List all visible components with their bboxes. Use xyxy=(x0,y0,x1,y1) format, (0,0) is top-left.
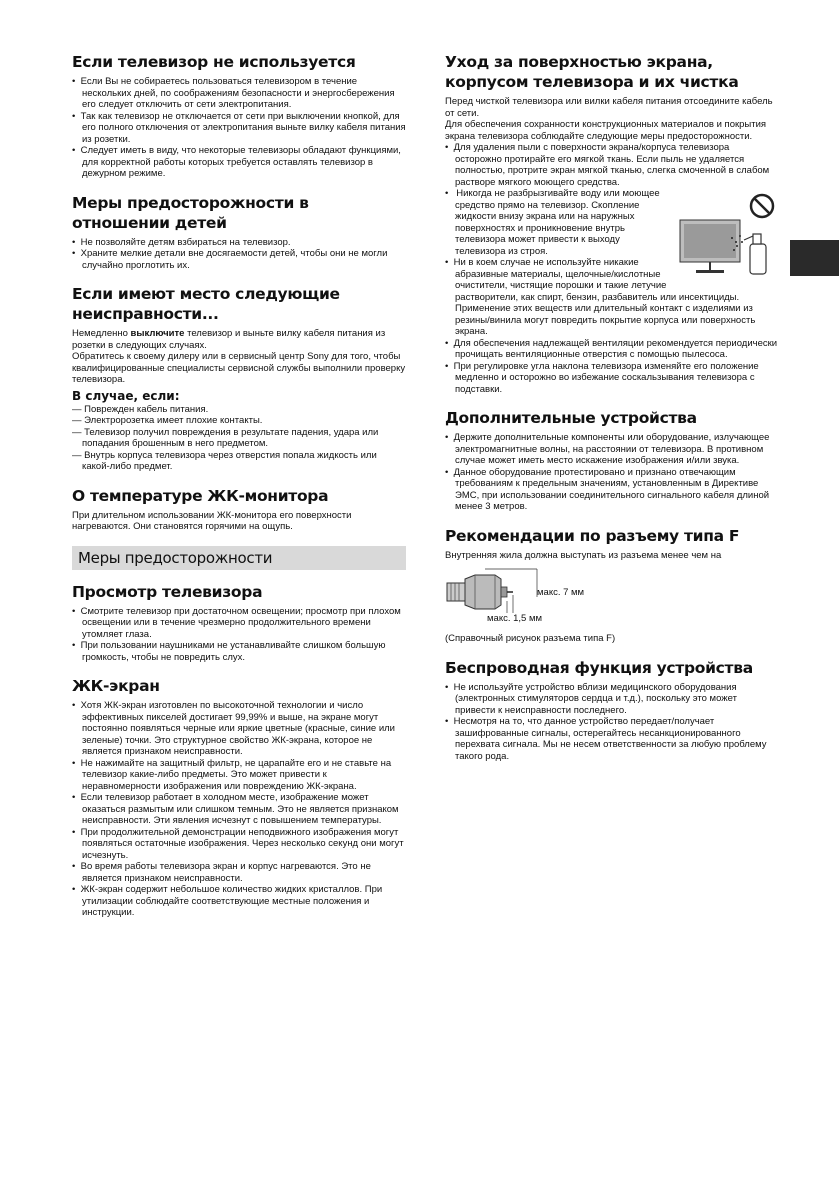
section-wireless xyxy=(445,658,778,763)
section-title: Просмотр телевизора xyxy=(72,582,263,601)
section-children xyxy=(72,193,406,272)
section-title: Если имеют место следующие неисправности... xyxy=(72,285,340,323)
bullet-list xyxy=(72,606,406,664)
list-item: • При пользовании наушниками не устанавливайте слишком большую громкость, чтобы не повредить слух. xyxy=(72,640,406,663)
no-spray-illustration xyxy=(674,190,778,282)
list-item: • Данное оборудование протестировано и признано отвечающим требованиям к предельным значениям, установленным в Директиве ЭМС, при использовании соединительного сигнального кабеля длиной менее 3 метров. xyxy=(445,467,778,513)
bullet-list xyxy=(445,142,778,395)
section-title: Меры предосторожности в отношении детей xyxy=(72,193,309,232)
left-column xyxy=(72,52,406,932)
list-item: • Не используйте устройство вблизи медицинского оборудования (электронных стимуляторов сердца и т.д.), поскольку это может привести к неисправности последнего. xyxy=(445,682,778,717)
paragraph: Перед чисткой телевизора или вилки кабеля питания отсоедините кабель от сети. xyxy=(445,96,773,119)
bullet-list xyxy=(72,237,406,272)
paragraph: При длительном использовании ЖК-монитора его поверхности нагреваются. Они становятся горячими на ощупь. xyxy=(72,509,352,532)
list-item: • Хотя ЖК-экран изготовлен по высокоточной технологии и число эффективных пикселей достигает 99,99% и выше, на экране могут постоянно появляться черные или яркие цветные (красные, синие или зеленые) точки. Это структурное свойство ЖК-экрана, которое не является признаком неисправности. xyxy=(72,700,406,758)
page-tab-marker xyxy=(790,240,839,276)
band-title: Меры предосторожности xyxy=(78,548,273,567)
list-item: • Не нажимайте на защитный фильтр, не царапайте его и не ставьте на телевизор какие-либо предметы. Это может привести к неравномерности изображения или повреждению ЖК-экрана. xyxy=(72,758,406,793)
f-connector-diagram xyxy=(445,567,778,633)
figure-caption: (Справочный рисунок разъема типа F) xyxy=(445,633,616,644)
list-item: • Несмотря на то, что данное устройство передает/получает зашифрованные сигналы, остерегайтесь несанкционированного перехвата сигнала. Мы не несем ответственности за любую проблему такого рода. xyxy=(445,716,778,762)
section-lcd-screen xyxy=(72,676,406,919)
list-item xyxy=(445,188,778,257)
bullet-list xyxy=(72,76,406,180)
section-not-used xyxy=(72,52,406,180)
dash-list xyxy=(72,404,406,473)
list-item: • Не позволяйте детям взбираться на телевизор. xyxy=(72,237,406,249)
tv-spray-icon xyxy=(674,190,778,282)
section-cleaning xyxy=(445,52,778,395)
section-title: Дополнительные устройства xyxy=(445,409,697,427)
text-span: Немедленно xyxy=(72,328,131,339)
list-item: • Если Вы не собираетесь пользоваться телевизором в течение нескольких дней, по соображениям безопасности и энергосбережения его следует отключить от сети электропитания. xyxy=(72,76,406,111)
paragraph xyxy=(72,328,406,351)
paragraph: Внутренняя жила должна выступать из разъема менее чем на xyxy=(445,549,722,561)
list-item: — Телевизор получил повреждения в результате падения, удара или попадания брошенным в него предметом. xyxy=(72,427,406,450)
section-f-connector xyxy=(445,526,778,645)
bold-text: выключите xyxy=(130,328,185,339)
section-lcd-temperature xyxy=(72,486,406,533)
section-title: О температуре ЖК-монитора xyxy=(72,486,329,505)
list-item: • Смотрите телевизор при достаточном освещении; просмотр при плохом освещении или в течение чрезмерно продолжительного времени утомляет глаза. xyxy=(72,606,406,641)
bullet-list xyxy=(445,432,778,513)
section-viewing xyxy=(72,582,406,664)
list-item: • Храните мелкие детали вне досягаемости детей, чтобы они не могли случайно проглотить их. xyxy=(72,248,406,271)
dimension-label-1-5mm: макс. 1,5 мм xyxy=(487,613,543,624)
section-title: Беспроводная функция устройства xyxy=(445,658,753,677)
list-item: • Ни в коем случае не используйте никакие абразивные материалы, щелочные/кислотные очистители, чистящие порошки и такие летучие растворители, как спирт, бензин, разбавитель или инсектициды. Применение этих веществ или длительный контакт с изделиями из резины/винила могут повредить покрытие корпуса или поверхность экрана. xyxy=(445,257,778,338)
section-title: Уход за поверхностью экрана, корпусом телевизора и их чистка xyxy=(445,53,739,91)
section-malfunctions xyxy=(72,284,406,473)
list-item: • Для обеспечения надлежащей вентиляции рекомендуется периодически прочищать вентиляционные отверстия с помощью пылесоса. xyxy=(445,338,778,361)
paragraph: Обратитесь к своему дилеру или в сервисный центр Sony для того, чтобы квалифицированные специалисты сервисной службы выполнили проверку телевизора. xyxy=(72,351,406,385)
right-column xyxy=(445,52,778,775)
list-item: • Во время работы телевизора экран и корпус нагреваются. Это не является признаком неисправности. xyxy=(72,861,406,884)
subsection-title: В случае, если: xyxy=(72,388,180,403)
section-title: Рекомендации по разъему типа F xyxy=(445,526,740,545)
section-additional-devices xyxy=(445,408,778,513)
list-item: • Для удаления пыли с поверхности экрана/корпуса телевизора осторожно протирайте его мягкой ткань. Если пыль не удаляется полностью, протрите экран мягкой тканью, слегка смоченной в слабом растворе мягкого моющего средства. xyxy=(445,142,778,188)
section-band xyxy=(72,546,406,570)
list-item: • Следует иметь в виду, что некоторые телевизоры обладают функциями, для корректной работы которых требуется оставлять телевизор в дежурном режиме. xyxy=(72,145,406,180)
text-span: телевизор и выньте вилку кабеля питания из розетки в следующих случаях. xyxy=(72,328,386,351)
list-item: • ЖК-экран содержит небольшое количество жидких кристаллов. При утилизации соблюдайте соответствующие местные положения и инструкции. xyxy=(72,884,406,919)
list-item: • Если телевизор работает в холодном месте, изображение может оказаться размытым или слишком темным. Это не является признаком неисправности. Эти явления исчезнут с повышением температуры. xyxy=(72,792,406,827)
list-item: • При продолжительной демонстрации неподвижного изображения могут появляться остаточные изображения. Через несколько секунд они могут исчезнуть. xyxy=(72,827,406,862)
list-item: — Внутрь корпуса телевизора через отверстия попала жидкость или какой-либо предмет. xyxy=(72,450,406,473)
dimension-label-7mm: макс. 7 мм xyxy=(537,587,585,598)
bullet-list xyxy=(72,700,406,919)
list-item: • Так как телевизор не отключается от сети при выключении кнопкой, для его полного отключения от электропитания выньте вилку кабеля питания из розетки. xyxy=(72,111,406,146)
list-item: • Держите дополнительные компоненты или оборудование, излучающее электромагнитные волны, на расстоянии от телевизора. В противном случае может иметь место искажение изображения и/или звука. xyxy=(445,432,778,467)
list-item: — Электророзетка имеет плохие контакты. xyxy=(72,415,406,427)
list-item: — Поврежден кабель питания. xyxy=(72,404,406,416)
bullet-list xyxy=(445,682,778,763)
list-item-text: Никогда не разбрызгивайте воду или моющее средство прямо на телевизор. Скопление жидкости внизу экрана или на наружных поверхностях и проникновение внутрь телевизора может привести к выходу телевизора из строя. xyxy=(455,188,660,257)
section-title: Если телевизор не используется xyxy=(72,53,356,71)
section-title: ЖК-экран xyxy=(72,677,160,695)
paragraph: Для обеспечения сохранности конструкционных материалов и покрытия экрана телевизора соблюдайте следующие меры предосторожности. xyxy=(445,119,767,142)
list-item: • При регулировке угла наклона телевизора изменяйте его положение медленно и осторожно во избежание соскальзывания телевизора с подставки. xyxy=(445,361,778,396)
